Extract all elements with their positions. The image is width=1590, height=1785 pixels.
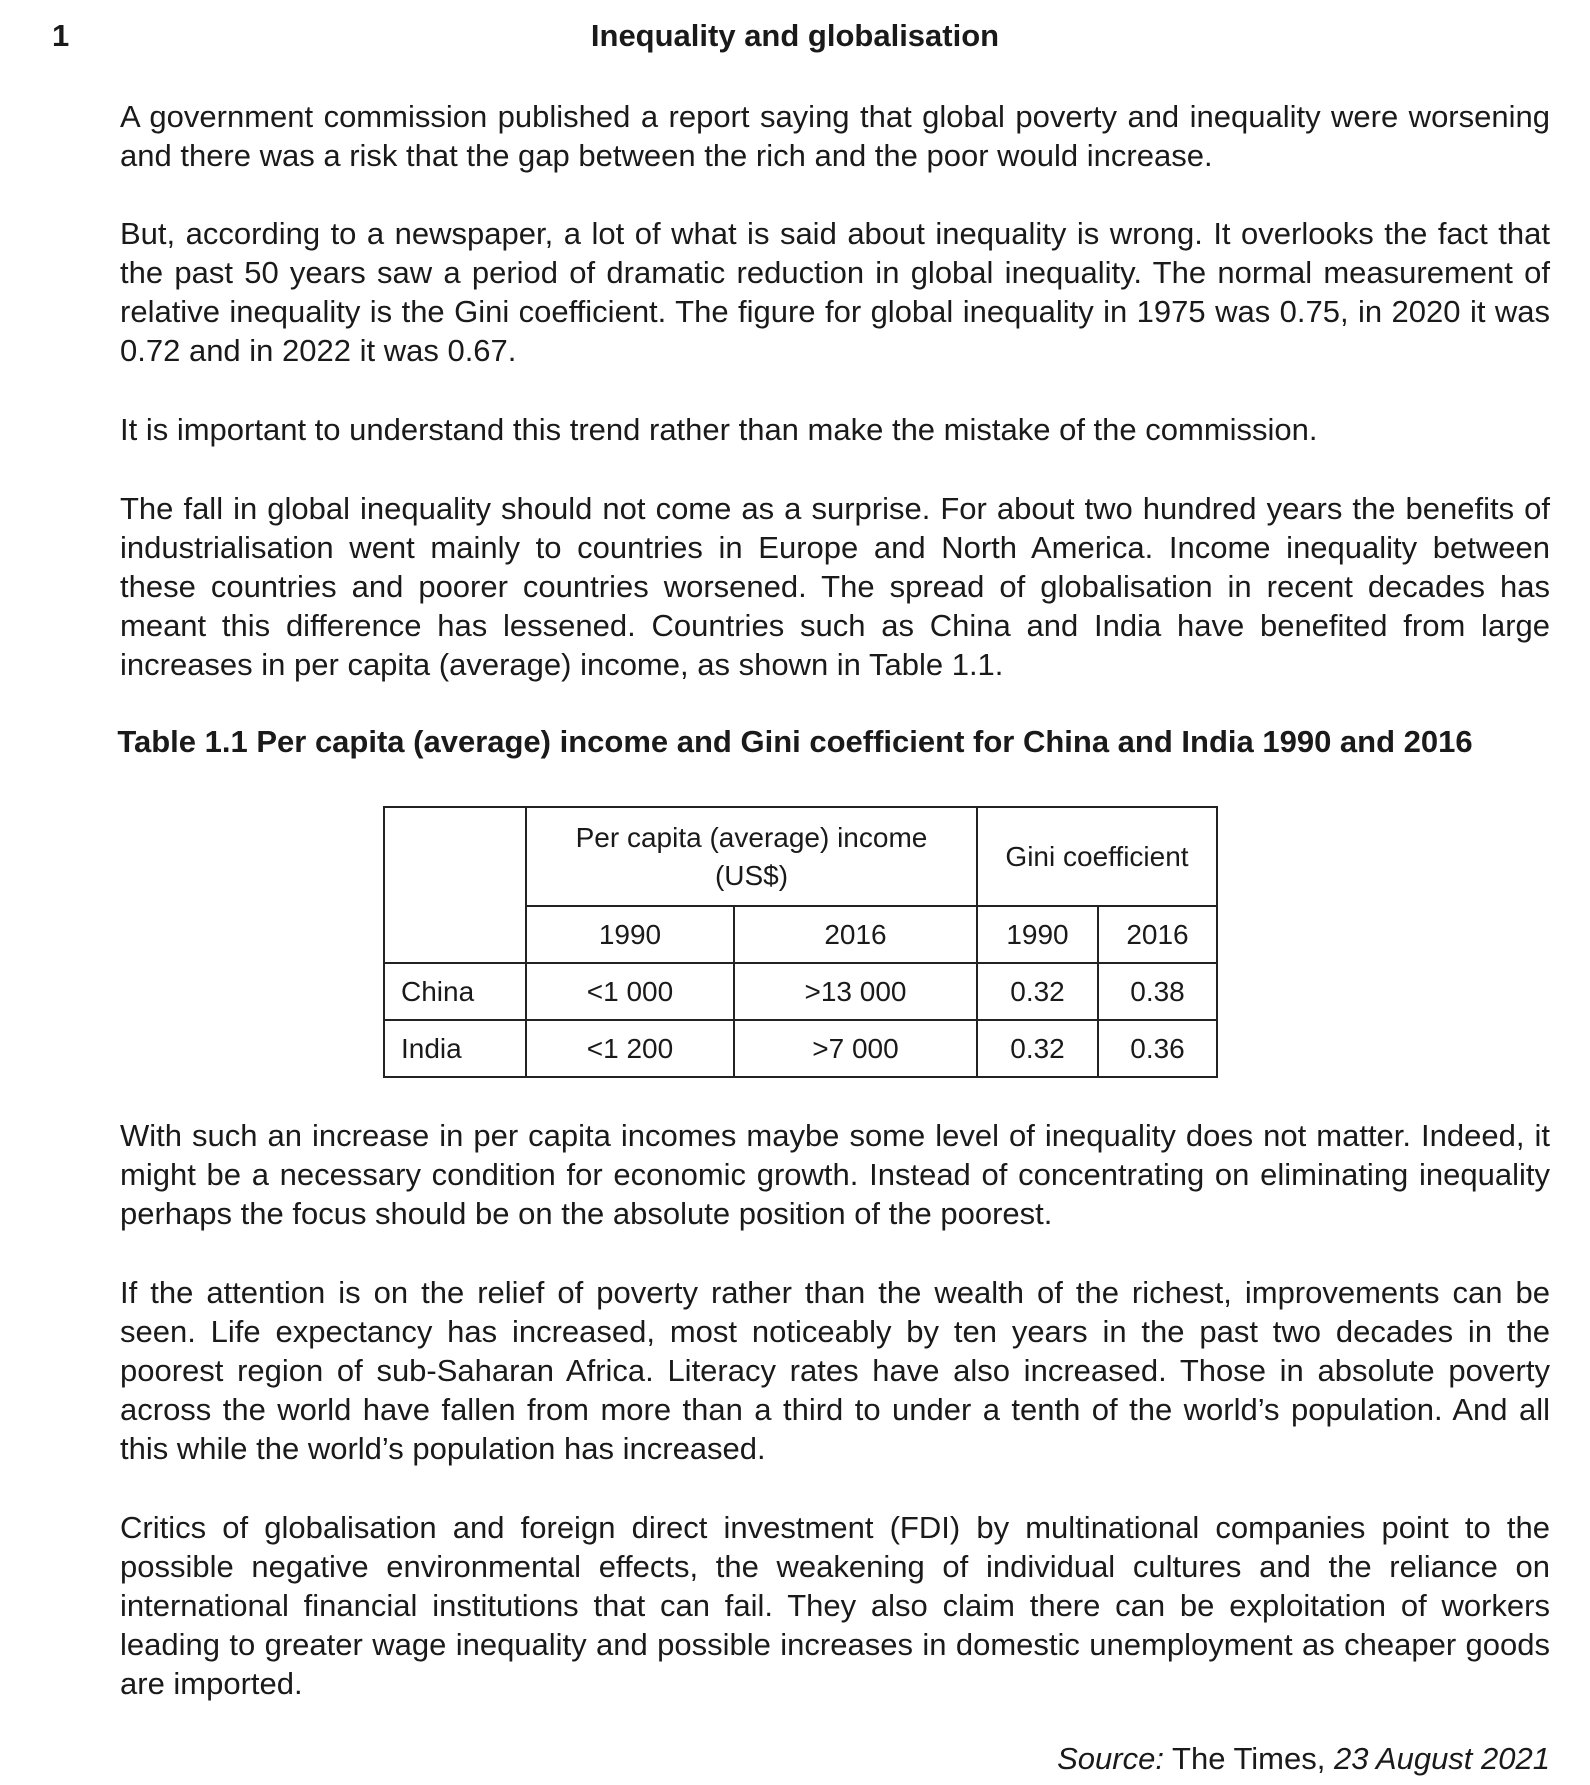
income-1990-cell: <1 000 — [526, 963, 734, 1020]
country-label: India — [384, 1020, 526, 1077]
source-label: Source: — [1057, 1741, 1164, 1776]
paragraph-3: It is important to understand this trend rather than make the mistake of the commission. — [120, 412, 1318, 447]
year-header-gini-1990: 1990 — [977, 906, 1098, 963]
paragraph-4: The fall in global inequality should not come as a surprise. For about two hundred years the benefits of industrialisation went mainly to countries in Europe and North America. Income inequality between these countries and poorer countries worsened. The spread of globalisation in recent decades has meant this difference has lessened. Countries such as China and India have benefited from large increases in per capita (average) income, as shown in Table 1.1. — [120, 491, 1550, 682]
income-1990-cell: <1 200 — [526, 1020, 734, 1077]
source-date: 23 August 2021 — [1333, 1741, 1550, 1776]
income-2016-cell: >7 000 — [734, 1020, 977, 1077]
paragraph-5: With such an increase in per capita incomes maybe some level of inequality does not matter. Indeed, it might be a necessary condition for economic growth. Instead of concentrating on eliminating inequality perhaps the focus should be on the absolute position of the poorest. — [120, 1118, 1550, 1231]
document-title: Inequality and globalisation — [590, 18, 1000, 53]
gini-1990-cell: 0.32 — [977, 963, 1098, 1020]
country-label: China — [384, 963, 526, 1020]
header-gini: Gini coefficient — [977, 807, 1217, 906]
income-2016-cell: >13 000 — [734, 963, 977, 1020]
question-number: 1 — [52, 18, 70, 53]
paragraph-2: But, according to a newspaper, a lot of what is said about inequality is wrong. It overlooks the fact that the past 50 years saw a period of dramatic reduction in global inequality. The normal measurement of relative inequality is the Gini coefficient. The figure for global inequality in 1975 was 0.75, in 2020 it was 0.72 and in 2022 it was 0.67. — [120, 216, 1550, 368]
source-citation — [1057, 1741, 1550, 1777]
table-corner-cell-lower — [384, 906, 526, 963]
year-header-gini-2016: 2016 — [1098, 906, 1217, 963]
year-header-income-2016: 2016 — [734, 906, 977, 963]
gini-2016-cell: 0.38 — [1098, 963, 1217, 1020]
table-row — [384, 963, 1217, 1020]
income-gini-table — [383, 806, 1218, 1078]
paragraph-7: Critics of globalisation and foreign direct investment (FDI) by multinational companies point to the possible negative environmental effects, the weakening of individual cultures and the reliance on international financial institutions that can fail. They also claim there can be exploitation of workers leading to greater wage inequality and possible increases in domestic unemployment as cheaper goods are imported. — [120, 1510, 1550, 1701]
header-income: Per capita (average) income (US$) — [526, 807, 977, 906]
paragraph-6: If the attention is on the relief of poverty rather than the wealth of the richest, improvements can be seen. Life expectancy has increased, most noticeably by ten years in the past two decades in the poorest region of sub-Saharan Africa. Literacy rates have also increased. Those in absolute poverty across the world have fallen from more than a third to under a tenth of the world’s population. And all this while the world’s population has increased. — [120, 1275, 1550, 1466]
table-row — [384, 1020, 1217, 1077]
table-corner-cell — [384, 807, 526, 906]
year-header-income-1990: 1990 — [526, 906, 734, 963]
paragraph-1: A government commission published a report saying that global poverty and inequality were worsening and there was a risk that the gap between the rich and the poor would increase. — [120, 99, 1550, 173]
gini-2016-cell: 0.36 — [1098, 1020, 1217, 1077]
table-caption: Table 1.1 Per capita (average) income and Gini coefficient for China and India 1990 and 2016 — [117, 724, 1473, 759]
source-publication: The Times, — [1163, 1741, 1334, 1776]
gini-1990-cell: 0.32 — [977, 1020, 1098, 1077]
